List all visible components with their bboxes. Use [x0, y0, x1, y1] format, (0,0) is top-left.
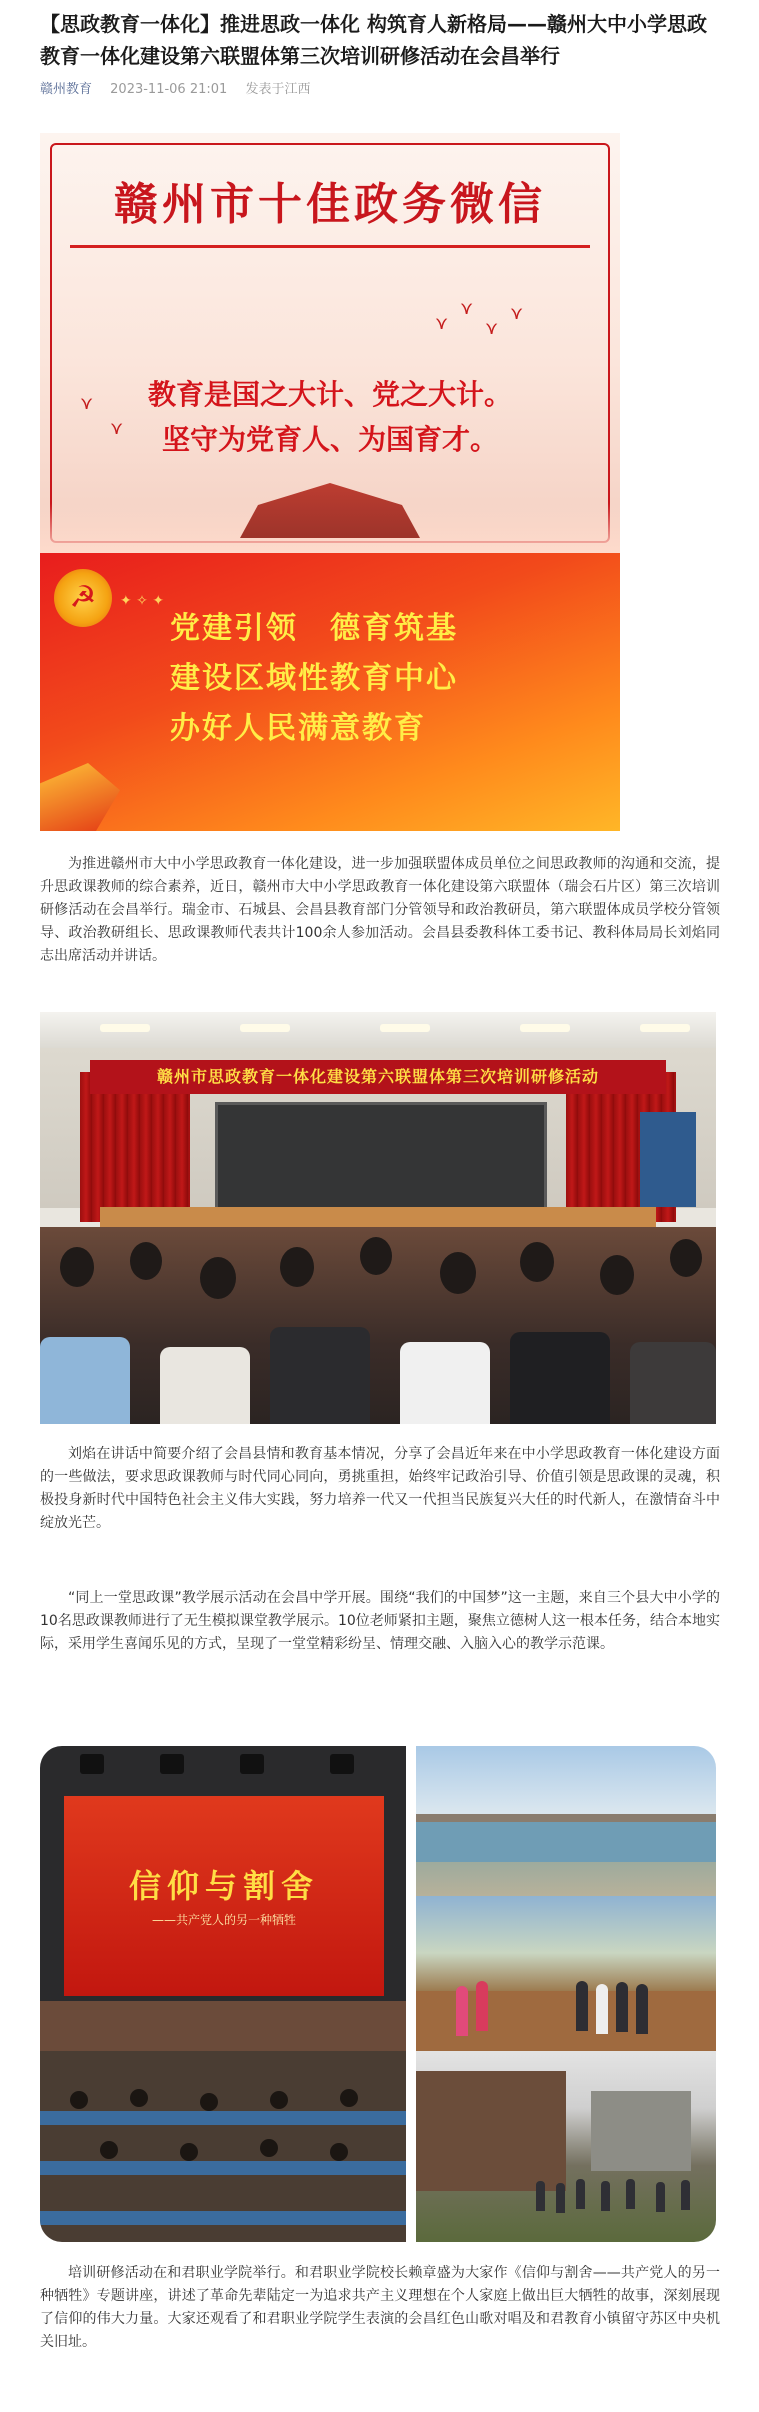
paragraph-3: “同上一堂思政课”教学展示活动在会昌中学开展。围绕“我们的中国梦”这一主题，来自三个县大中小学的10名思政课教师进行了无生模拟课堂教学展示。10位老师紧扣主题，聚焦立德树人这一根本任务，结合本地实际，采用学生喜闻乐见的方式，呈现了一堂堂精彩纷呈、情理交融、入脑入心的教学示范课。	[40, 1590, 720, 1652]
banner-bottom-line1: 党建引领 德育筑基	[170, 611, 458, 646]
banner-bottom	[40, 553, 620, 831]
audience-shirt	[510, 1332, 610, 1424]
river	[416, 1822, 716, 1862]
ceiling-light	[640, 1024, 690, 1032]
audience-head	[270, 2091, 288, 2109]
seat-row	[40, 2211, 406, 2225]
audience-head	[200, 2093, 218, 2111]
visitor	[656, 2182, 665, 2212]
ceiling	[40, 1012, 716, 1048]
ceiling-light	[240, 1024, 290, 1032]
audience-head	[340, 2089, 358, 2107]
seat-row	[40, 2111, 406, 2125]
visitor	[556, 2183, 565, 2213]
ceiling-light	[520, 1024, 570, 1032]
audience-head	[260, 2139, 278, 2157]
ceiling-light	[380, 1024, 430, 1032]
audience-head	[440, 1252, 476, 1294]
meeting-banner: 赣州市思政教育一体化建设第六联盟体第三次培训研修活动	[90, 1060, 666, 1094]
gate-building	[591, 2091, 691, 2171]
seat-row	[40, 2161, 406, 2175]
audience-head	[100, 2141, 118, 2159]
stage-backdrop	[416, 1896, 716, 1991]
flag-icon	[40, 763, 120, 831]
audience-head	[180, 2143, 198, 2161]
audience	[40, 1227, 716, 1424]
banner-bottom-line2: 建设区域性教育中心	[170, 661, 458, 696]
publish-datetime: 2023-11-06 21:01	[110, 82, 228, 97]
publish-location: 发表于江西	[245, 82, 311, 97]
audience-head	[60, 1247, 94, 1287]
audience-shirt	[160, 1347, 250, 1424]
bridge	[416, 1814, 716, 1822]
activity-collage[interactable]	[40, 1746, 716, 2242]
paragraph-2: 刘焰在讲话中简要介绍了会昌县情和教育基本情况，分享了会昌近年来在中小学思政教育一体化建设方面的一些做法，要求思政课教师与时代同心同向，勇挑重担，始终牢记政治引导、价值引领是思政课的灵魂，积极投身新时代中国特色社会主义伟大实践，努力培养一代又一代担当民族复兴大任的时代新人，在激情奋斗中绽放光芒。	[40, 1446, 720, 1531]
lecture-subtitle: ——共产党人的另一种牺牲	[151, 1913, 296, 1927]
audience-head	[130, 1242, 162, 1280]
projection-screen	[215, 1102, 547, 1218]
spotlight	[330, 1754, 354, 1774]
banner-top	[40, 133, 620, 553]
performer	[616, 1982, 628, 2032]
audience-head	[200, 1257, 236, 1299]
visitor	[601, 2181, 610, 2211]
performer	[636, 1984, 648, 2034]
performer	[576, 1981, 588, 2031]
audience-head	[360, 1237, 392, 1275]
banner-image[interactable]	[40, 133, 620, 831]
visitor	[681, 2180, 690, 2210]
audience-head	[600, 1255, 634, 1295]
visitor	[626, 2179, 635, 2209]
collage-performance-photo	[416, 1896, 716, 2051]
dove-icon: ⋎	[460, 298, 474, 319]
audience-head	[330, 2143, 348, 2161]
performer	[476, 1981, 488, 2031]
audience-shirt	[270, 1327, 370, 1424]
banner-slogan-line1: 教育是国之大计、党之大计。	[147, 378, 512, 411]
performer	[456, 1986, 468, 2036]
paragraph-1: 为推进赣州市大中小学思政教育一体化建设，进一步加强联盟体成员单位之间思政教师的沟通和交流，提升思政课教师的综合素养，近日，赣州市大中小学思政教育一体化建设第六联盟体（瑞会石片区）第三次培训研修活动在会昌举行。瑞金市、石城县、会昌县教育部门分管领导和政治教研员，第六联盟体成员学校分管领导、政治教研组长、思政课教师代表共计100余人参加活动。会昌县委教科体工委书记、教科体局局长刘焰同志出席活动并讲话。	[40, 856, 720, 964]
account-name-link[interactable]: 赣州教育	[40, 82, 93, 97]
audience-shirt	[630, 1342, 716, 1424]
collage-city-photo	[416, 1746, 716, 1896]
dove-icon: ⋎	[510, 303, 524, 324]
dove-icon: ⋎	[485, 318, 499, 339]
audience-head	[520, 1242, 554, 1282]
meeting-photo[interactable]	[40, 1012, 716, 1424]
banner-bottom-line3: 办好人民满意教育	[170, 711, 426, 746]
curtain-left	[80, 1072, 190, 1222]
banner-slogan-line2: 坚守为党育人、为国育才。	[161, 423, 498, 456]
spotlight	[160, 1754, 184, 1774]
dove-icon: ⋎	[80, 393, 94, 414]
lecture-title: 信仰与割舍	[128, 1867, 319, 1905]
article-meta	[40, 78, 324, 97]
visitor	[576, 2179, 585, 2209]
audience-head	[130, 2089, 148, 2107]
collage-lecture-photo	[40, 1746, 406, 2051]
article-title: 【思政教育一体化】推进思政一体化 构筑育人新格局——赣州大中小学思政教育一体化建设第六联盟体第三次培训研修活动在会昌举行	[40, 12, 707, 68]
audience-head	[70, 2091, 88, 2109]
visitor	[536, 2181, 545, 2211]
banner-title: 赣州市十佳政务微信	[114, 179, 546, 230]
collage-heritage-site-photo	[416, 2051, 716, 2242]
party-emblem-icon: ☭	[54, 569, 112, 627]
spotlight	[80, 1754, 104, 1774]
audience-shirt	[400, 1342, 490, 1424]
paragraph-4: 培训研修活动在和君职业学院举行。和君职业学院校长赖章盛为大家作《信仰与割舍——共产党人的另一种牺牲》专题讲座，讲述了革命先辈陆定一为追求共产主义理想在个人家庭上做出巨大牺牲的故事，深刻展现了信仰的伟大力量。大家还观看了和君职业学院学生表演的会昌红色山歌对唱及和君教育小镇留守苏区中央机关旧址。	[40, 2265, 720, 2350]
audience-head	[280, 1247, 314, 1287]
sparkle-icon: ✦ ✧ ✦	[120, 593, 165, 609]
dove-icon: ⋎	[435, 313, 449, 334]
performer	[596, 1984, 608, 2034]
stage-floor	[40, 2001, 406, 2051]
dove-icon: ⋎	[110, 418, 124, 439]
spotlight	[240, 1754, 264, 1774]
audience-head	[670, 1239, 702, 1277]
lecture-screen	[64, 1796, 384, 1996]
collage-audience-photo	[40, 2051, 406, 2242]
old-building	[416, 2071, 566, 2191]
door	[640, 1112, 696, 1207]
audience-shirt	[40, 1337, 130, 1424]
ceiling-light	[100, 1024, 150, 1032]
banner-divider	[70, 245, 590, 248]
